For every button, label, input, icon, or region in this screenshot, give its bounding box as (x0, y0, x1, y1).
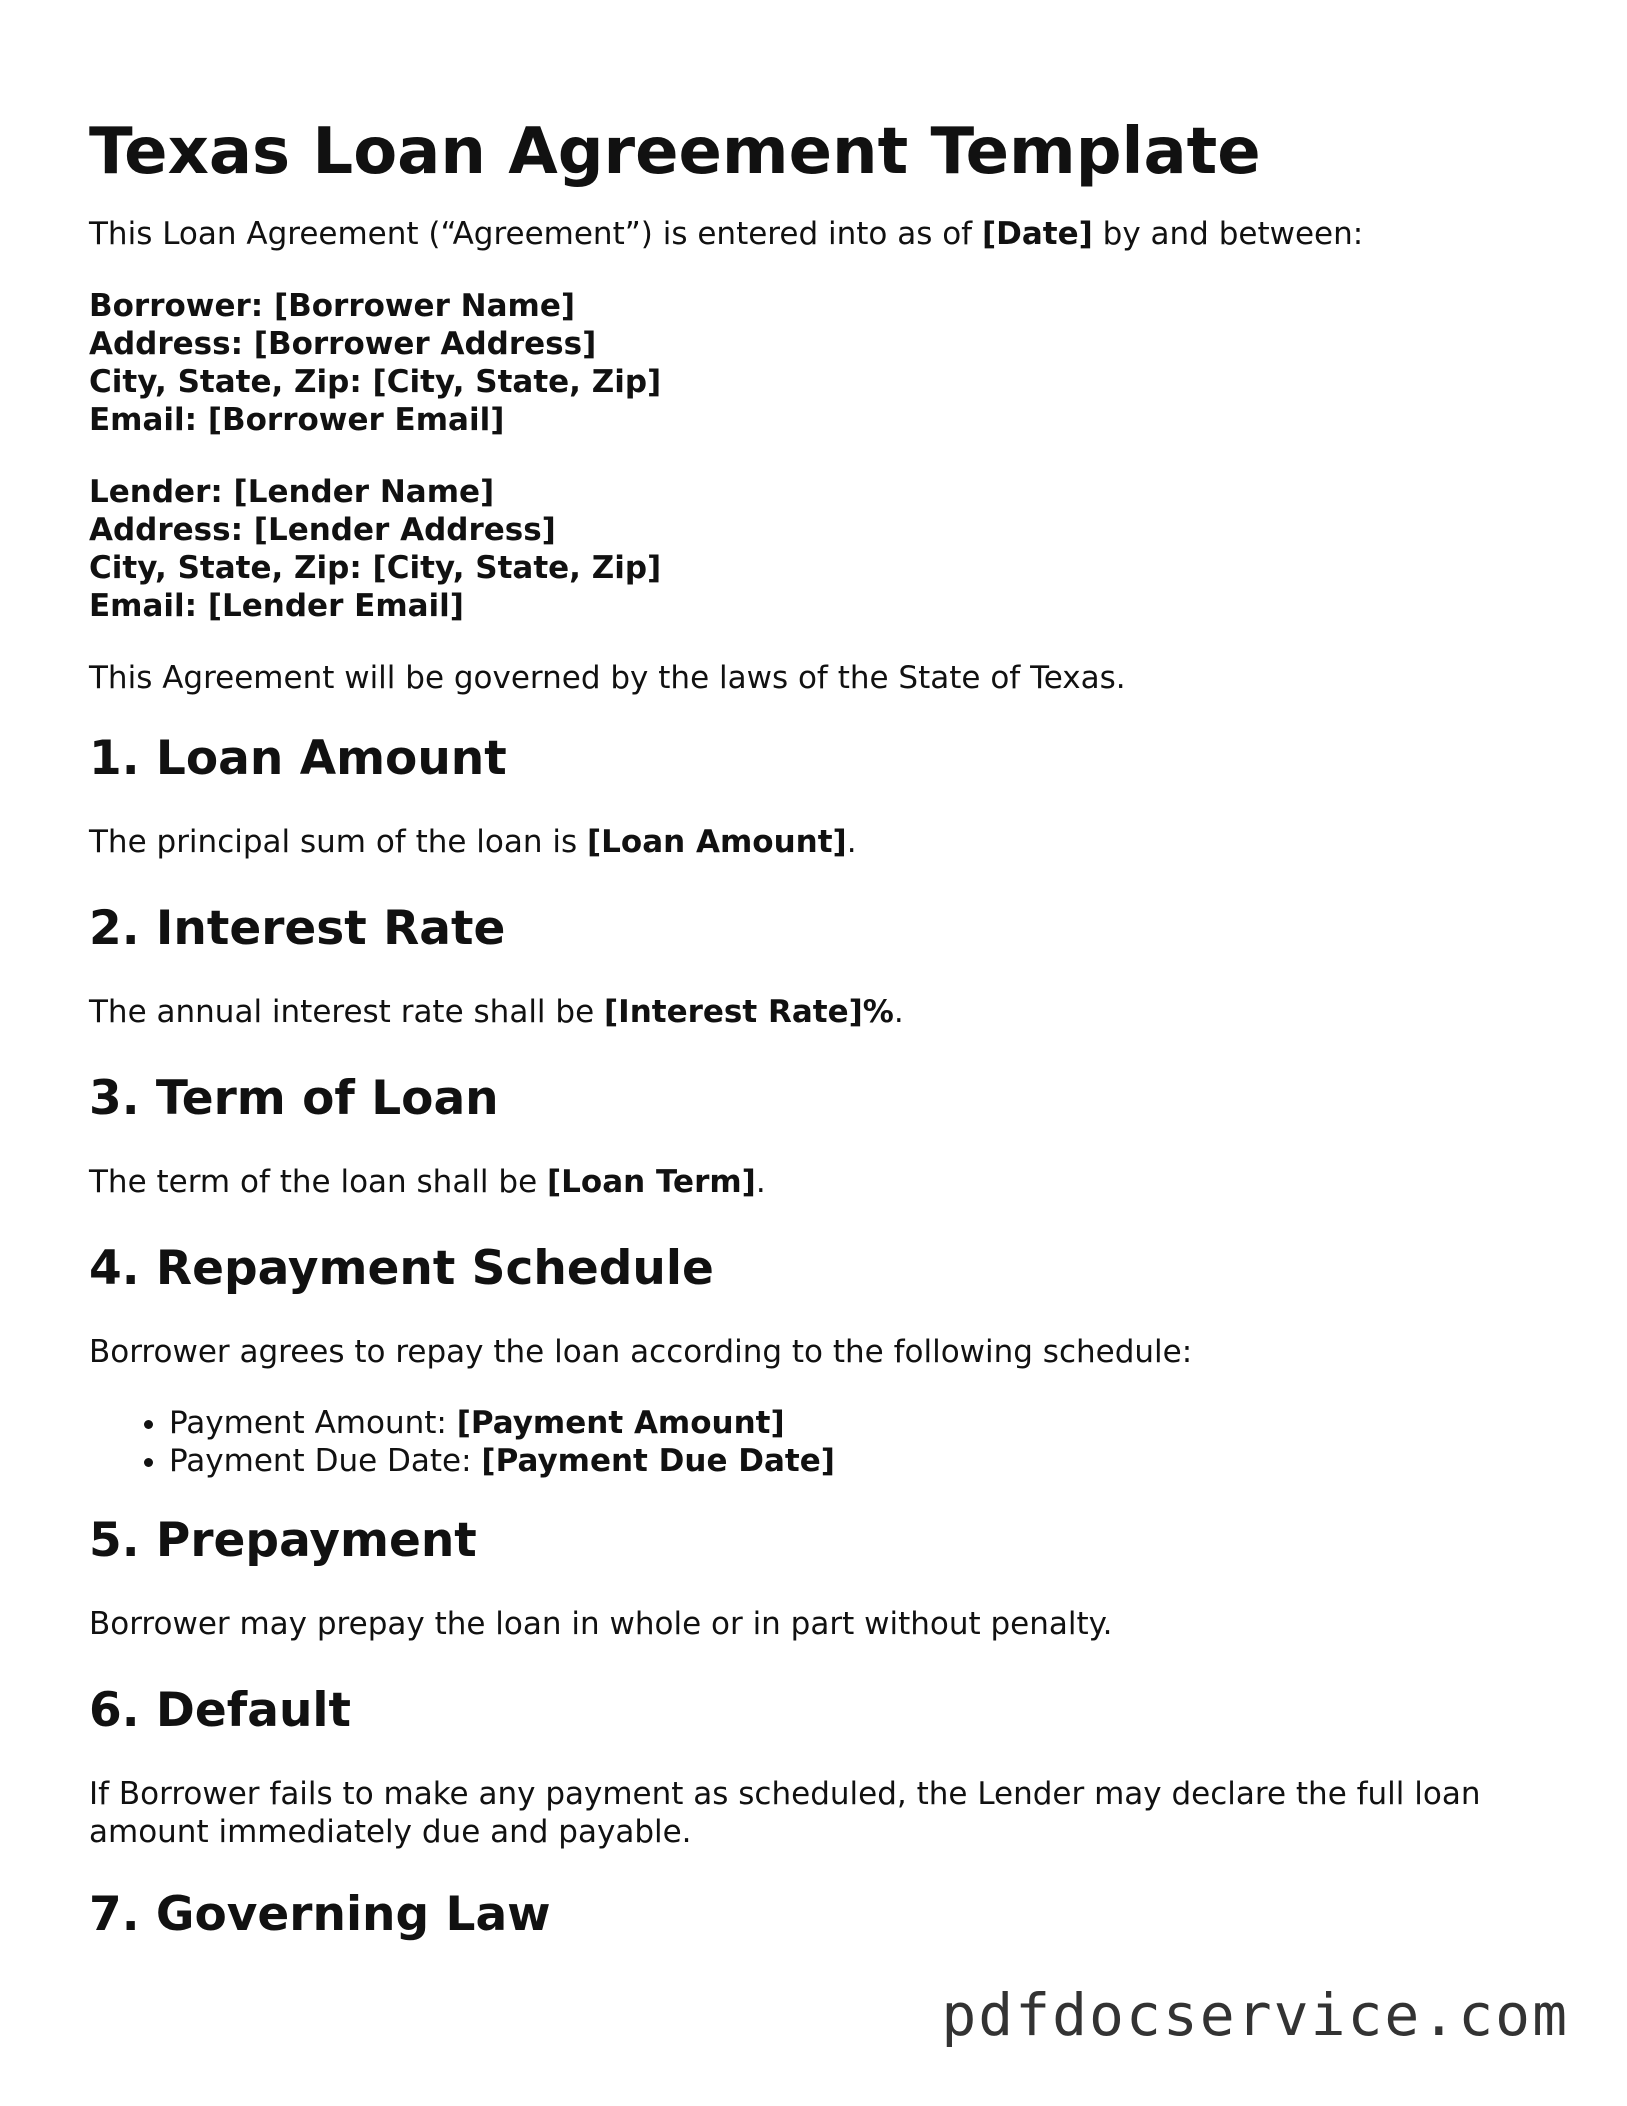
default-paragraph: If Borrower fails to make any payment as scheduled, the Lender may declare the full loan amount immediately due and payable. (89, 1776, 1481, 1850)
borrower-block (89, 287, 1549, 439)
payment-due-date-label: Payment Due Date: (169, 1443, 482, 1479)
intro-suffix: by and between: (1092, 216, 1364, 252)
interest-rate-suffix: . (893, 994, 904, 1030)
section-heading-loan-amount: 1. Loan Amount (89, 731, 507, 786)
section-heading-term: 3. Term of Loan (89, 1071, 499, 1126)
document-title: Texas Loan Agreement Template (89, 115, 1261, 189)
term-paragraph (89, 1163, 1549, 1201)
loan-amount-prefix: The principal sum of the loan is (89, 824, 587, 860)
term-suffix: . (755, 1164, 766, 1200)
borrower-city: City, State, Zip: [City, State, Zip] (89, 364, 662, 400)
borrower-name: Borrower: [Borrower Name] (89, 288, 576, 324)
loan-amount-suffix: . (846, 824, 857, 860)
interest-rate-paragraph (89, 993, 1549, 1031)
payment-due-date-value: [Payment Due Date] (481, 1443, 835, 1479)
lender-name: Lender: [Lender Name] (89, 474, 495, 510)
prepayment-paragraph: Borrower may prepay the loan in whole or in part without penalty. (89, 1606, 1113, 1642)
section-heading-governing-law: 7. Governing Law (89, 1887, 551, 1942)
section-heading-prepayment: 5. Prepayment (89, 1513, 477, 1568)
section-heading-default: 6. Default (89, 1683, 352, 1738)
payment-amount-label: Payment Amount: (169, 1405, 457, 1441)
term-prefix: The term of the loan shall be (89, 1164, 548, 1200)
document-page (89, 112, 1549, 1943)
governed-paragraph: This Agreement will be governed by the laws of the State of Texas. (89, 660, 1126, 696)
term-value: [Loan Term] (547, 1164, 756, 1200)
repayment-list (89, 1404, 1549, 1480)
section-heading-interest-rate: 2. Interest Rate (89, 901, 506, 956)
repayment-paragraph: Borrower agrees to repay the loan according to the following schedule: (89, 1334, 1193, 1370)
lender-address: Address: [Lender Address] (89, 512, 556, 548)
interest-rate-value: [Interest Rate]% (604, 994, 894, 1030)
lender-city: City, State, Zip: [City, State, Zip] (89, 550, 662, 586)
intro-prefix: This Loan Agreement (“Agreement”) is entered into as of (89, 216, 982, 252)
list-item (169, 1442, 1549, 1480)
loan-amount-value: [Loan Amount] (587, 824, 847, 860)
lender-block (89, 473, 1549, 625)
watermark: pdfdocservice.com (941, 1981, 1569, 2049)
borrower-email: Email: [Borrower Email] (89, 402, 505, 438)
intro-paragraph (89, 215, 1549, 253)
borrower-address: Address: [Borrower Address] (89, 326, 597, 362)
lender-email: Email: [Lender Email] (89, 588, 464, 624)
section-heading-repayment: 4. Repayment Schedule (89, 1241, 714, 1296)
intro-date: [Date] (981, 216, 1093, 252)
interest-rate-prefix: The annual interest rate shall be (89, 994, 604, 1030)
loan-amount-paragraph (89, 823, 1549, 861)
payment-amount-value: [Payment Amount] (456, 1405, 785, 1441)
list-item (169, 1404, 1549, 1442)
